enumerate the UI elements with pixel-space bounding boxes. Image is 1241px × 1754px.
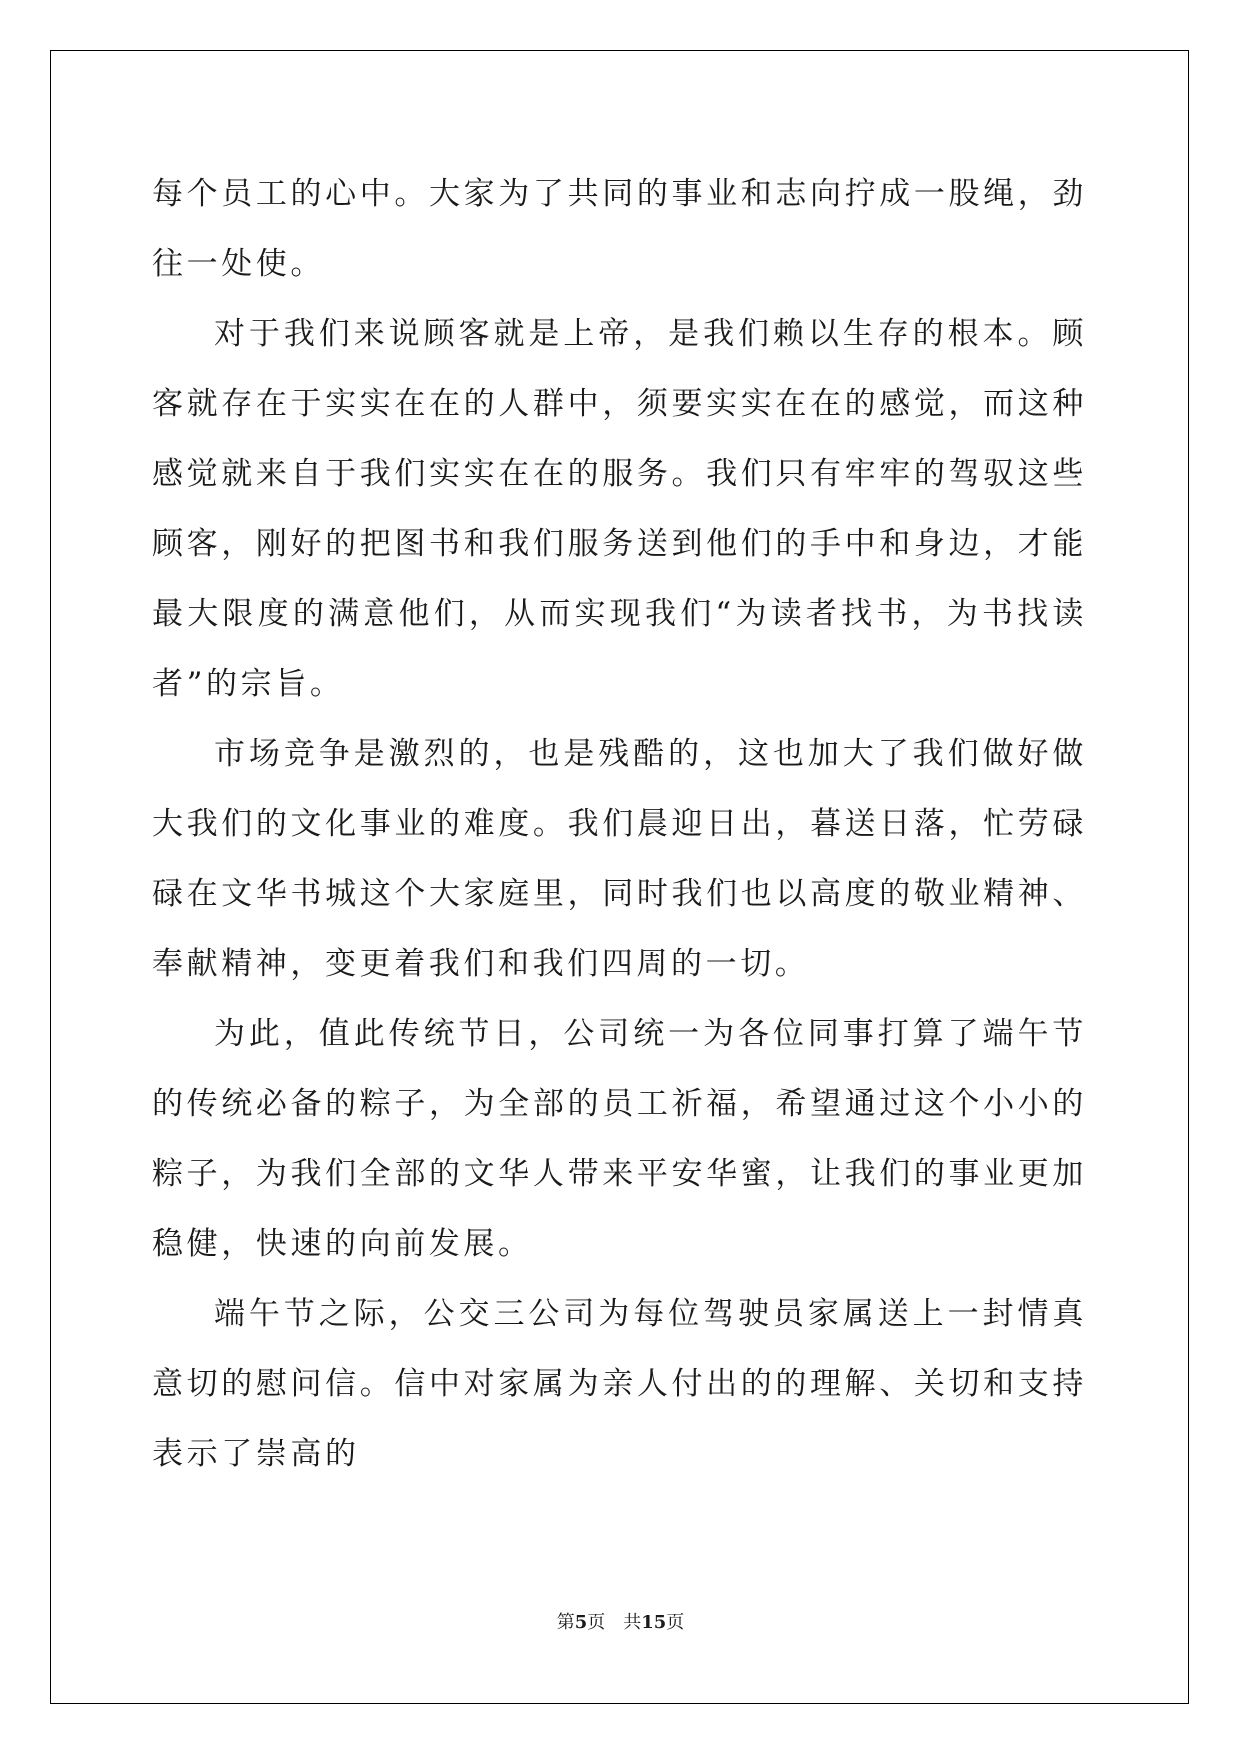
paragraph: 为此，值此传统节日，公司统一为各位同事打算了端午节的传统必备的粽子，为全部的员工祈福，希望通过这个小小的粽子，为我们全部的文华人带来平安华蜜，让我们的事业更加稳健，快速的向前发展。 <box>152 1016 1087 1262</box>
page-number: 5 <box>574 1612 588 1633</box>
page-suffix: 页 <box>587 1612 606 1633</box>
paragraph: 端午节之际，公交三公司为每位驾驶员家属送上一封情真意切的慰问信。信中对家属为亲人付出的的理解、关切和支持表示了崇高的 <box>152 1296 1087 1472</box>
page-prefix: 第 <box>556 1612 575 1633</box>
paragraph: 市场竞争是激烈的，也是残酷的，这也加大了我们做好做大我们的文化事业的难度。我们晨迎日出，暮送日落，忙劳碌碌在文华书城这个大家庭里，同时我们也以高度的敬业精神、奉献精神，变更着我们和我们四周的一切。 <box>152 736 1087 982</box>
document-body <box>152 159 1087 1489</box>
page-footer <box>0 1611 1241 1635</box>
total-prefix: 共 <box>623 1612 642 1633</box>
paragraph: 对于我们来说顾客就是上帝，是我们赖以生存的根本。顾客就存在于实实在在的人群中，须要实实在在的感觉，而这种感觉就来自于我们实实在在的服务。我们只有牢牢的驾驭这些顾客，刚好的把图书和我们服务送到他们的手中和身边，才能最大限度的满意他们，从而实现我们“为读者找书，为书找读者”的宗旨。 <box>152 316 1087 702</box>
paragraph: 每个员工的心中。大家为了共同的事业和志向拧成一股绳，劲往一处使。 <box>152 176 1087 282</box>
total-suffix: 页 <box>666 1612 685 1633</box>
total-pages: 15 <box>641 1612 667 1633</box>
